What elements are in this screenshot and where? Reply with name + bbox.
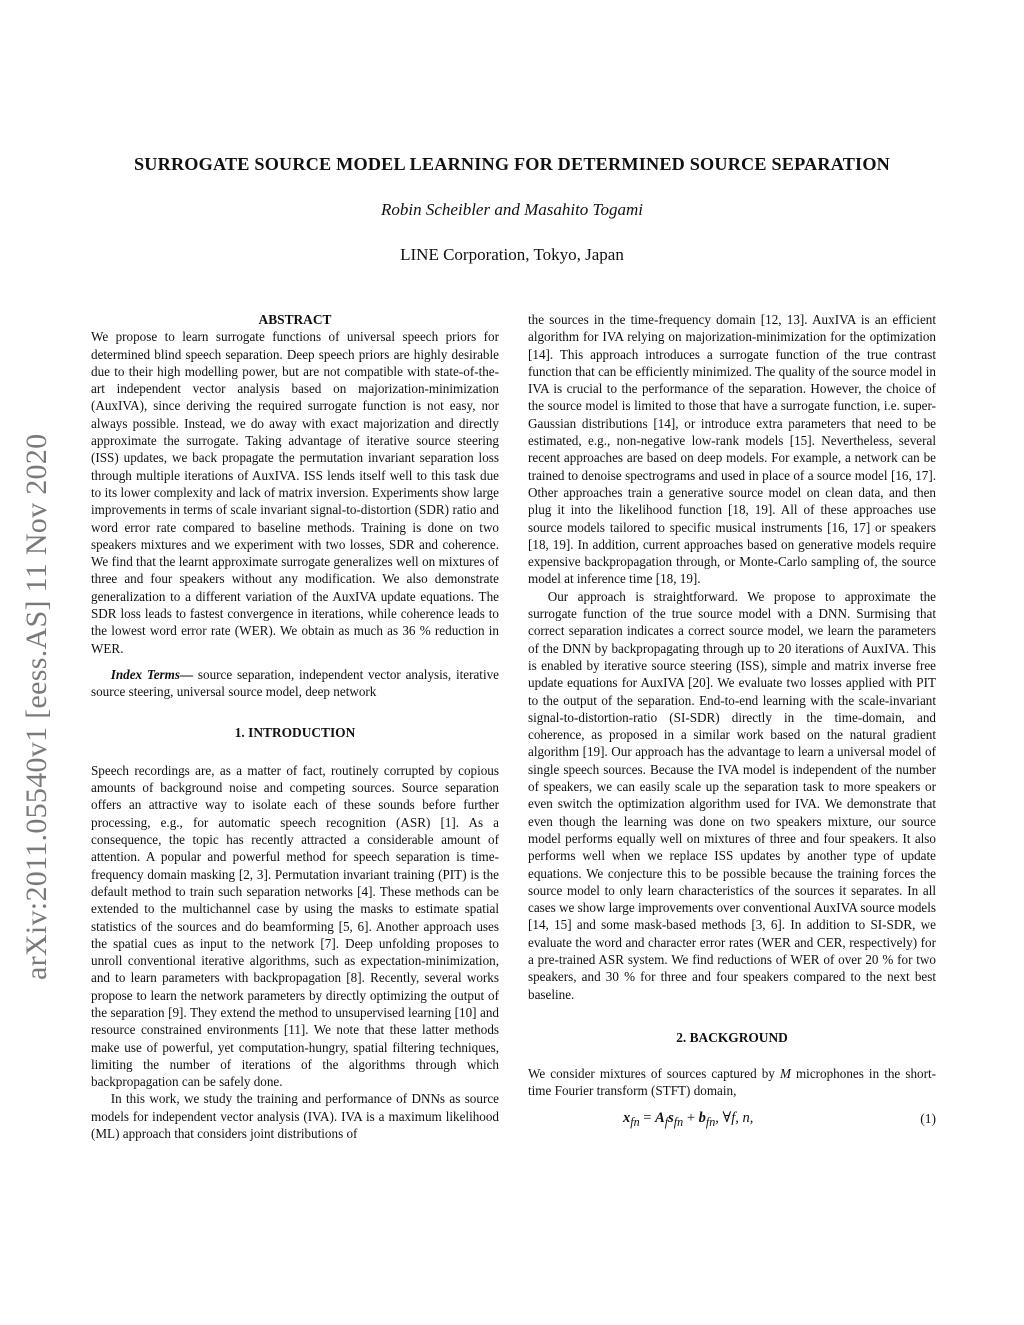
abstract-text: We propose to learn surrogate functions of universal speech priors for determined blind speech separation. Deep speech priors are highly desirable due to their high modelling power, but are not compatible with state-of-the-art independent vector analysis based on majorization-minimization (AuxIVA), since deriving the required surrogate function is not easy, nor always possible. Instead, we do away with exact majorization and directly approximate the surrogate. Taking advantage of iterative source steering (ISS) updates, we back propagate the permutation invariant separation loss through multiple iterations of AuxIVA. ISS lends itself well to this task due to its lower complexity and lack of matrix inversion. Experiments show large improvements in terms of scale invariant signal-to-distortion (SDR) ratio and word error rate compared to baseline methods. Training is done on two speakers mixtures and we experiment with two losses, SDR and coherence. We find that the learnt approximate surrogate generalizes well on mixtures of three and four speakers without any modification. We also demonstrate generalization to a different variation of the AuxIVA update equations. The SDR loss leads to fastest convergence in iterations, while coherence leads to the lowest word error rate (WER). We obtain as much as 36 % reduction in WER. <box>91 329 499 656</box>
equation-body: $x_{fn} = A_fs_{fn} + b_{fn}$, ∀f, n, <box>623 1109 754 1129</box>
paper-title: SURROGATE SOURCE MODEL LEARNING FOR DETERMINED SOURCE SEPARATION <box>133 154 891 174</box>
equation-1 <box>528 1110 936 1132</box>
left-column <box>91 311 499 1142</box>
background-paragraph-1: We consider mixtures of sources captured by M microphones in the short-time Fourier transform (STFT) domain, <box>528 1066 936 1099</box>
intro-paragraph-1: Speech recordings are, as a matter of fact, routinely corrupted by copious amounts of background noise and competing sources. Source separation offers an attractive way to isolate each of these sounds before further processing, e.g., for automatic speech recognition (ASR) [1]. As a consequence, the topic has recently attracted a considerable amount of attention. A popular and powerful method for speech separation is time-frequency domain masking [2, 3]. Permutation invariant training (PIT) is the default method to train such separation networks [4]. These methods can be extended to the multichannel case by using the masks to estimate spatial statistics of the sources and do beamforming [5, 6]. Another approach uses the spatial cues as input to the network [7]. Deep unfolding proposes to unroll conventional iterative algorithms, such as expectation-minimization, and to learn parameters with backpropagation [8]. Recently, several works propose to learn the network parameters by directly optimizing the output of the separation [9]. They extend the method to unsupervised learning [10] and resource constrained environments [11]. We note that these latter methods make use of powerful, yet computation-hungry, spatial filtering techniques, limiting the number of iterations of the algorithms through which backpropagation can be safely done. <box>91 762 499 1090</box>
index-terms-label: Index Terms— <box>110 666 194 682</box>
index-terms <box>91 666 499 701</box>
affiliation: LINE Corporation, Tokyo, Japan <box>400 245 624 264</box>
arxiv-side-stamp: arXiv:2011.05540v1 [eess.AS] 11 Nov 2020 <box>20 433 53 980</box>
intro-paragraph-2: In this work, we study the training and performance of DNNs as source models for independent vector analysis (IVA). IVA is a maximum likelihood (ML) approach that considers joint distributions of <box>91 1091 499 1142</box>
authors: Robin Scheibler and Masahito Togami <box>381 200 643 219</box>
intro-paragraph-4: Our approach is straightforward. We propose to approximate the surrogate function of the true source model with a DNN. Surmising that correct separation indicates a correct source model, we learn the parameters of the DNN by backpropagating through up to 20 iterations of AuxIVA. This is enabled by iterative source steering (ISS), simple and matrix inverse free update equations for AuxIVA [20]. We evaluate two losses applied with PIT to the output of the separation. End-to-end learning with the scale-invariant signal-to-distortion-ratio (SI-SDR) directly in the time-domain, and coherence, as proposed in a similar work based on the natural gradient algorithm [19]. Our approach has the advantage to learn a universal model of single speech sources. Because the IVA model is independent of the number of speakers, we can easily scale up the separation task to more speakers or even switch the optimization algorithm used for IVA. We demonstrate that even though the learning was done on two speakers mixture, our source model performs equally well on mixtures of three and four speakers. It also performs well when we replace ISS updates by another type of update equations. We conjecture this to be possible because the training forces the source model to only learn characteristics of the sources it separates. In all cases we show large improvements over conventional AuxIVA source models [14, 15] and some mask-based methods [3, 6]. In addition to SI-SDR, we evaluate the word and character error rates (WER and CER, respectively) for a pre-trained ASR system. We find reductions of WER of over 20 % for two speakers, and 30 % for three and four speakers compared to the next best baseline. <box>528 588 936 1002</box>
equation-number: (1) <box>920 1110 936 1126</box>
index-terms-text: source separation, independent vector analysis, iterative source steering, universal source model, deep network <box>91 666 500 700</box>
right-column <box>528 311 936 1132</box>
section-heading-background: 2. BACKGROUND <box>676 1029 788 1045</box>
abstract-heading: ABSTRACT <box>258 312 332 327</box>
section-heading-introduction: 1. INTRODUCTION <box>234 724 356 740</box>
intro-paragraph-3: the sources in the time-frequency domain [12, 13]. AuxIVA is an efficient algorithm for IVA relying on majorization-minimization for the optimization [14]. This approach introduces a surrogate function of the true contrast function that can be efficiently minimized. The quality of the source model in IVA is crucial to the performance of the separation. However, the choice of the source model is limited to those that have a surrogate function, i.e. super-Gaussian distributions [14], or introduce extra parameters that need to be estimated, e.g., non-negative low-rank models [15]. Nevertheless, several recent approaches are based on deep models. For example, a network can be trained to denoise spectrograms and used in place of a source model [16, 17]. Other approaches train a generative source model on clean data, and then plug it into the likelihood function [18, 19]. All of these approaches use source models tailored to specific musical instruments [16, 17] or speakers [18, 19]. In addition, current approaches based on generative models require expensive backpropagation through, or Monte-Carlo sampling of, the source model at inference time [18, 19]. <box>528 312 936 587</box>
